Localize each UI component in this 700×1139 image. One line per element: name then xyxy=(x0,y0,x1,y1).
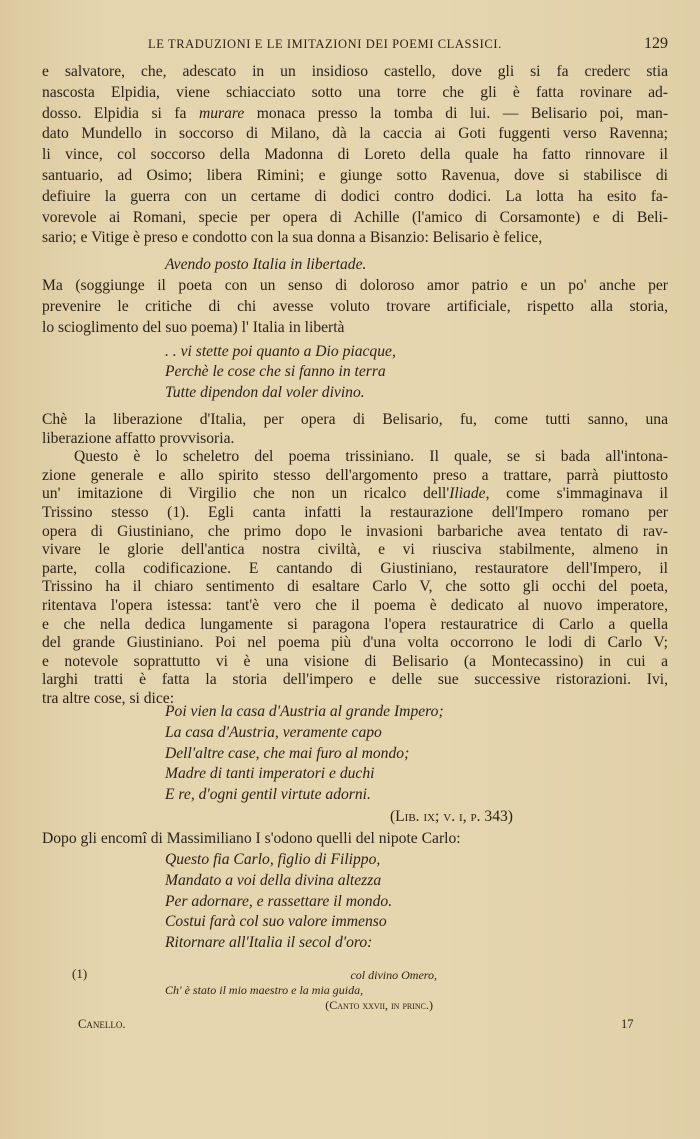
text-line xyxy=(42,145,668,166)
page-number: 129 xyxy=(644,35,668,52)
text-line: Dopo gli encomî di Massimiliano I s'odono quelli del nipote Carlo: xyxy=(42,830,461,847)
verse-line: E re, d'ogni gentil virtute adorni. xyxy=(165,786,371,804)
text-run: tra altre cose, si dice: xyxy=(42,689,175,707)
text-run: nascosta Elpidia, viene schiacciato sotto una torre che gli è fatta rovinare ad- xyxy=(42,83,668,101)
text-run: Trissino ha il chiaro sentimento di esaltare Carlo V, che sotto gli occhi del poeta, xyxy=(42,578,668,596)
verse-line: Per adornare, e rassettare il mondo. xyxy=(165,892,393,910)
text-run: opera di Giustiniano, che primo dopo le invasioni barbariche avea tentato di rav- xyxy=(42,522,668,540)
text-run: Questo è lo scheletro del poema trissiniano. Il quale, se si bada all'intona- xyxy=(74,448,668,466)
text-run: vivare le glorie dell'antica nostra civiltà, e vi riusciva stabilmente, almeno in xyxy=(42,541,668,559)
paragraph-2 xyxy=(42,276,668,338)
text-run: santuario, ad Osimo; libera Rimini; e giunge sotto Ravenua, dove si stabilisce di xyxy=(42,166,668,184)
text-line xyxy=(42,83,668,104)
text-run: , come s'immaginava il xyxy=(485,485,668,503)
sheet-number: 17 xyxy=(621,1017,634,1031)
paragraph-1 xyxy=(42,62,668,249)
text-run: larghi tratti è fatta la storia dell'impero e delle sue successive ristorazioni. Ivi, xyxy=(42,671,668,689)
text-line xyxy=(42,228,668,249)
text-line xyxy=(42,430,668,449)
paragraph-4 xyxy=(42,829,668,849)
text-line xyxy=(42,208,668,229)
text-line xyxy=(42,485,668,504)
text-line xyxy=(42,318,668,339)
verse-line: . . vi stette poi quanto a Dio piacque, xyxy=(165,343,396,360)
text-line xyxy=(42,297,668,318)
verse-line: Costui farà col suo valore immenso xyxy=(165,913,387,931)
verse-line: Perchè le cose che si fanno in terra xyxy=(165,363,386,381)
italic-text: Iliade xyxy=(449,485,486,503)
text-line xyxy=(42,276,668,297)
text-run: monaca presso la tomba di lui. — Belisario poi, man- xyxy=(244,104,669,122)
text-line xyxy=(42,653,668,672)
text-run: zione generale e allo spirito stesso dell'argomento preso a trattare, parrà piuttosto xyxy=(42,466,668,484)
text-line xyxy=(42,560,668,579)
text-line xyxy=(42,504,668,523)
verse-line: Avendo posto Italia in libertade. xyxy=(165,256,367,273)
text-line xyxy=(42,541,668,560)
text-run: e salvatore, che, adescato in un insidioso castello, dove gli si fa crederc stia xyxy=(42,63,668,80)
text-run: del grande Giustiniano. Poi nel poema più d'una volta occorrono le lodi di Carlo V; xyxy=(42,634,668,652)
text-run: parte, colla codificazione. E cantando di Giustiniano, restauratore dell'Impero, il xyxy=(42,559,668,577)
footnote-marker: (1) xyxy=(72,966,88,981)
text-line xyxy=(42,578,668,597)
footnote-line: Ch' è stato il mio maestro e la mia guida, xyxy=(165,983,364,997)
text-run: vorevole ai Romani, specie per opera di Achille (l'amico di Corsamonte) e di Beli- xyxy=(42,208,668,226)
text-line xyxy=(42,597,668,616)
verse-line: Tutte dipendon dal voler divino. xyxy=(165,383,365,401)
text-run: sario; e Vitige è preso e condotto con la sua donna a Bisanzio: Belisario è felice, xyxy=(42,229,543,247)
verse-line: Questo fia Carlo, figlio di Filippo, xyxy=(165,851,381,868)
text-run: e che nella dedica lungamente si paragona l'opera restauratrice di Carlo a quella xyxy=(42,615,668,633)
verse-line: Poi vien la casa d'Austria al grande Impero; xyxy=(165,703,444,720)
text-line xyxy=(42,467,668,486)
text-run: un' imitazione di Virgilio che non un ricalco dell' xyxy=(42,485,450,503)
text-run: Chè la liberazione d'Italia, per opera di Belisario, fu, come tutti sanno, una xyxy=(42,411,668,428)
text-run: Trissino stesso (1). Egli canta infatti la restaurazione dell'Impero romano per xyxy=(42,503,668,521)
text-run: ritentava l'opera istessa: tant'è vero che il poema è dedicato al nuovo imperatore, xyxy=(42,596,668,614)
verse-line: Mandato a voi della divina altezza xyxy=(165,871,382,889)
verse-line: Madre di tanti imperatori e duchi xyxy=(165,765,375,783)
text-run: dato Mundello in soccorso di Milano, dà la caccia ai Goti fuggenti verso Ravenna; xyxy=(42,125,668,143)
text-run: Ma (soggiunge il poeta con un senso di doloroso amor patrio e un po' anche per xyxy=(42,277,668,294)
text-line xyxy=(42,166,668,187)
footnote-line: col divino Omero, xyxy=(350,968,437,982)
text-line xyxy=(42,523,668,542)
verse-line: Ritornare all'Italia il secol d'oro: xyxy=(165,934,373,952)
text-line xyxy=(42,124,668,145)
text-line xyxy=(42,671,668,690)
text-line xyxy=(42,411,668,430)
text-line xyxy=(42,616,668,635)
running-title: LE TRADUZIONI E LE IMITAZIONI DEI POEMI CLASSICI. xyxy=(148,37,502,51)
text-run: dosso. Elpidia si fa xyxy=(42,104,199,122)
footnote-citation: (Canto xxvii, in princ.) xyxy=(325,998,433,1012)
text-run: li vince, col soccorso della Madonna di Loreto della quale ha fatto rinnovare il xyxy=(42,146,668,164)
verse-line: La casa d'Austria, veramente capo xyxy=(165,723,382,741)
verse-line: Dell'altre case, che mai furo al mondo; xyxy=(165,744,410,762)
text-line xyxy=(42,104,668,125)
text-run: e notevole soprattutto vi è una visione di Belisario (a Montecassino) in cui a xyxy=(42,652,668,670)
text-line xyxy=(42,634,668,653)
quote-3-citation: (Lib. ix; v. i, p. 343) xyxy=(389,808,513,825)
text-run: defiuire la guerra con un certame di dodici contro dodici. La lotta ha esito fa- xyxy=(42,187,668,205)
printer-signature: Canello. xyxy=(78,1017,126,1031)
text-line xyxy=(42,187,668,208)
text-run: prevenire le critiche di chi avesse voluto trovare artificiale, rispetto alla storia, xyxy=(42,297,668,315)
text-line xyxy=(42,62,668,83)
text-line xyxy=(42,448,668,467)
text-run: liberazione affatto provvisoria. xyxy=(42,429,235,447)
italic-text: murare xyxy=(198,104,245,122)
paragraph-3 xyxy=(42,411,668,709)
text-run: lo scioglimento del suo poema) l' Italia in libertà xyxy=(42,318,345,336)
